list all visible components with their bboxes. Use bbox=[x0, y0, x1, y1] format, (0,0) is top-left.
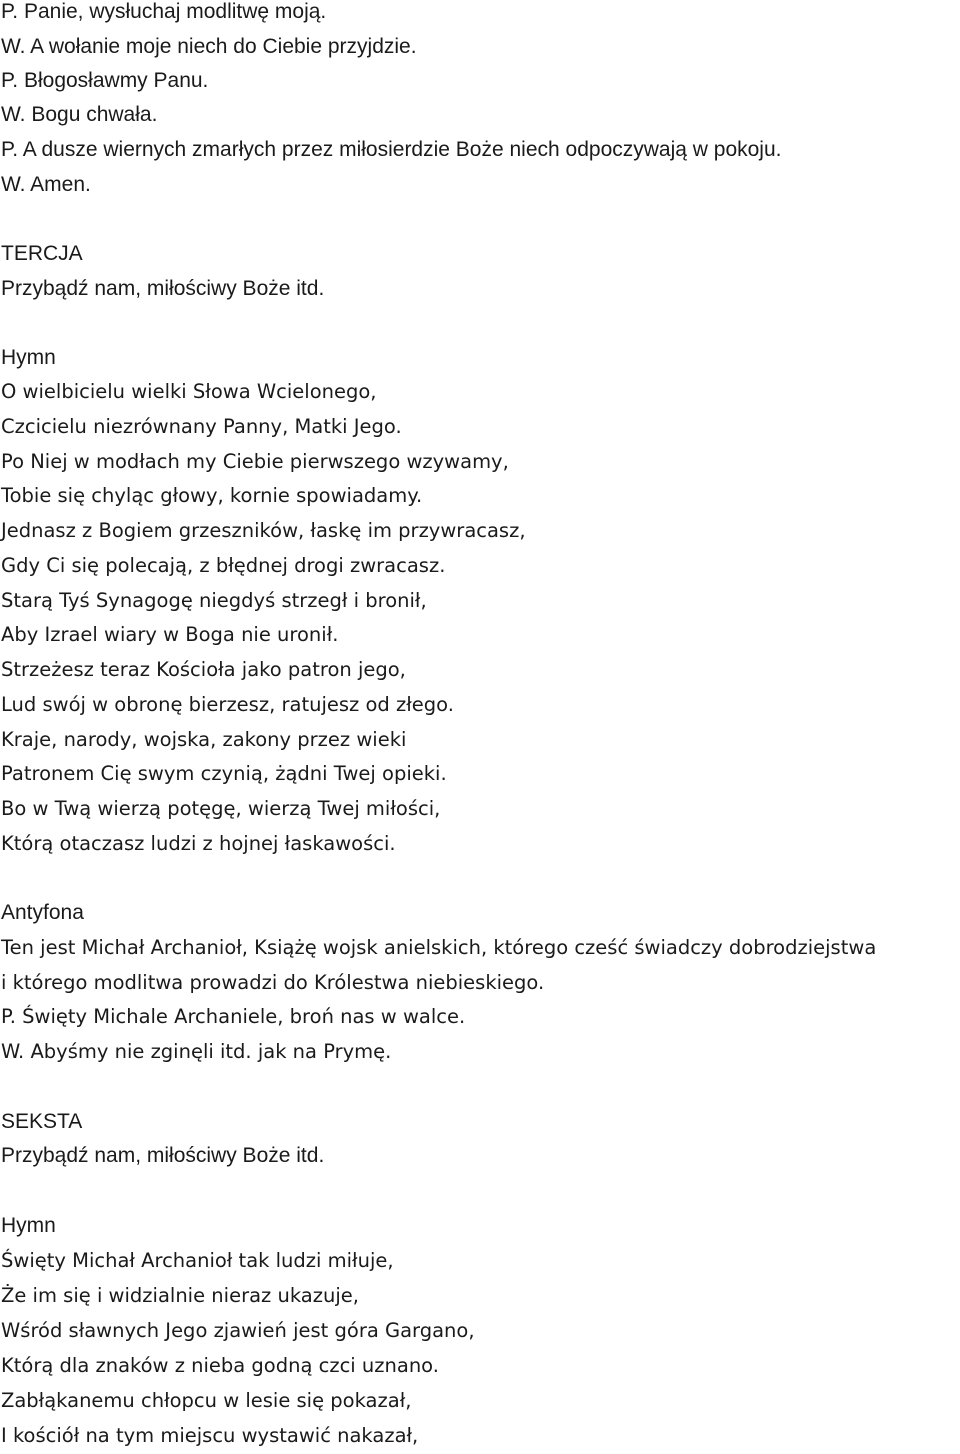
antiphon-line: i którego modlitwa prowadzi do Królestwa niebieskiego. bbox=[1, 971, 545, 994]
hymn-title: Hymn bbox=[1, 1214, 56, 1237]
hymn-line: I kościół na tym miejscu wystawić nakazał, bbox=[1, 1424, 419, 1447]
section-intro: Przybądź nam, miłościwy Boże itd. bbox=[1, 277, 325, 300]
hymn-line: Czcicielu niezrównany Panny, Matki Jego. bbox=[1, 415, 402, 438]
hymn-line: Starą Tyś Synagogę niegdyś strzegł i bronił, bbox=[1, 589, 427, 612]
hymn-line: Po Niej w modłach my Ciebie pierwszego wzywamy, bbox=[1, 450, 509, 473]
hymn-line: Którą dla znaków z nieba godną czci uznano. bbox=[1, 1354, 439, 1377]
section-intro: Przybądź nam, miłościwy Boże itd. bbox=[1, 1144, 325, 1167]
hymn-line: Którą otaczasz ludzi z hojnej łaskawości. bbox=[1, 832, 396, 855]
response-line: W. A wołanie moje niech do Ciebie przyjdzie. bbox=[1, 35, 417, 58]
hymn-line: Patronem Cię swym czynią, żądni Twej opieki. bbox=[1, 762, 447, 785]
hymn-line: Aby Izrael wiary w Boga nie uronił. bbox=[1, 623, 339, 646]
hymn-line: Jednasz z Bogiem grzeszników, łaskę im przywracasz, bbox=[1, 519, 526, 542]
hymn-line: Wśród sławnych Jego zjawień jest góra Gargano, bbox=[1, 1319, 475, 1342]
hymn-line: Tobie się chyląc głowy, kornie spowiadamy. bbox=[1, 484, 423, 507]
hymn-line: Że im się i widzialnie nieraz ukazuje, bbox=[1, 1284, 359, 1307]
versicle-line: P. Błogosławmy Panu. bbox=[1, 69, 209, 92]
hymn-line: O wielbicielu wielki Słowa Wcielonego, bbox=[1, 380, 377, 403]
hymn-line: Zabłąkanemu chłopcu w lesie się pokazał, bbox=[1, 1389, 412, 1412]
antiphon-line: Ten jest Michał Archanioł, Książę wojsk anielskich, którego cześć świadczy dobrodziejstwa bbox=[1, 936, 877, 959]
response-line: W. Abyśmy nie zginęli itd. jak na Prymę. bbox=[1, 1040, 392, 1063]
hymn-line: Święty Michał Archanioł tak ludzi miłuje, bbox=[1, 1249, 394, 1272]
hymn-line: Bo w Twą wierzą potęgę, wierzą Twej miłości, bbox=[1, 797, 441, 820]
hymn-title: Hymn bbox=[1, 346, 56, 369]
response-line: W. Bogu chwała. bbox=[1, 103, 158, 126]
antiphon-title: Antyfona bbox=[1, 901, 84, 924]
hymn-line: Kraje, narody, wojska, zakony przez wieki bbox=[1, 728, 407, 751]
section-heading-tercja: TERCJA bbox=[1, 242, 83, 265]
hymn-line: Gdy Ci się polecają, z błędnej drogi zwracasz. bbox=[1, 554, 446, 577]
hymn-line: Strzeżesz teraz Kościoła jako patron jego, bbox=[1, 658, 406, 681]
versicle-line: P. Panie, wysłuchaj modlitwę moją. bbox=[1, 0, 327, 23]
response-line: W. Amen. bbox=[1, 173, 91, 196]
section-heading-seksta: SEKSTA bbox=[1, 1110, 83, 1133]
hymn-line: Lud swój w obronę bierzesz, ratujesz od złego. bbox=[1, 693, 454, 716]
versicle-line: P. A dusze wiernych zmarłych przez miłosierdzie Boże niech odpoczywają w pokoju. bbox=[1, 138, 782, 161]
versicle-line: P. Święty Michale Archaniele, broń nas w walce. bbox=[1, 1005, 466, 1028]
